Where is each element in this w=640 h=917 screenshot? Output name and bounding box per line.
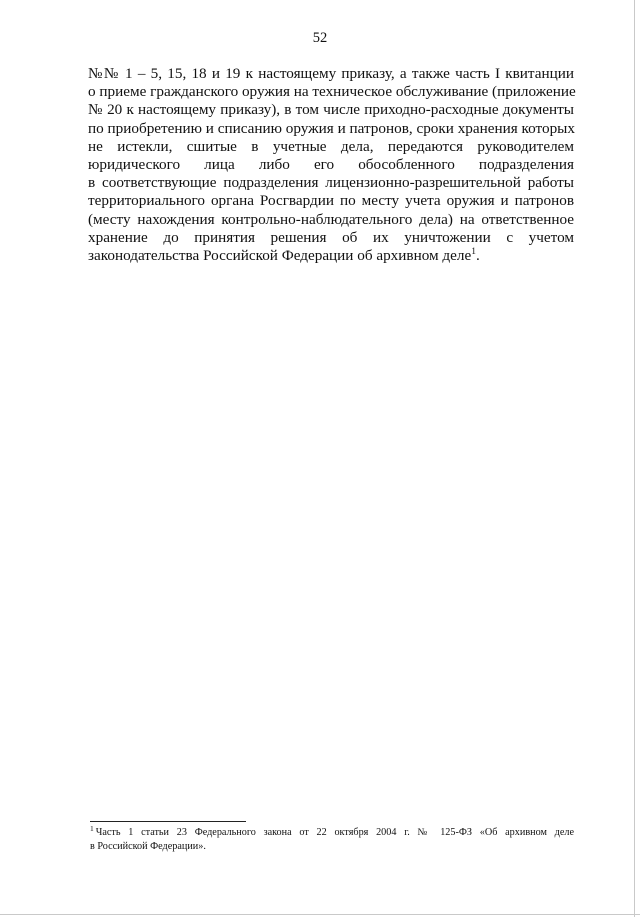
scan-edge-right — [634, 0, 635, 917]
scan-edge-bottom — [0, 914, 640, 915]
body-line: в соответствующие подразделения лицензионно-разрешительной работы — [88, 174, 574, 192]
footnote-reference[interactable]: 1 — [471, 246, 476, 257]
body-paragraph — [88, 65, 574, 265]
body-line: юридического лица либо его обособленного подразделения — [88, 155, 574, 173]
body-line: территориального органа Росгвардии по месту учета оружия и патронов — [88, 192, 574, 210]
footnote — [90, 823, 574, 854]
body-line: по приобретению и списанию оружия и патронов, сроки хранения которых — [88, 119, 575, 137]
body-line: №№ 1 – 5, 15, 18 и 19 к настоящему приказу, а также часть I квитанции — [88, 65, 574, 82]
footnote-mark: 1 — [90, 823, 94, 833]
page-number: 52 — [312, 30, 328, 46]
footnote-text: Часть 1 статьи 23 Федерального закона от 22 октября 2004 г. № 125-ФЗ «Об архивном деле — [95, 827, 574, 838]
body-last-line — [88, 247, 574, 265]
footnote-separator — [90, 821, 246, 822]
body-line: не истекли, сшитые в учетные дела, передаются руководителем — [88, 137, 574, 155]
body-line: хранение до принятия решения об их уничтожении с учетом — [88, 228, 574, 246]
body-line-text: законодательства Российской Федерации об архивном деле — [88, 246, 472, 264]
footnote-line — [90, 823, 574, 840]
body-line: о приеме гражданского оружия на техническое обслуживание (приложение — [88, 83, 576, 101]
footnote-line: в Российской Федерации». — [90, 841, 206, 852]
body-line: (месту нахождения контрольно-наблюдательного дела) на ответственное — [88, 210, 574, 228]
body-line: № 20 к настоящему приказу), в том числе приходно-расходные документы — [88, 101, 574, 119]
body-end-punctuation: . — [475, 246, 480, 264]
